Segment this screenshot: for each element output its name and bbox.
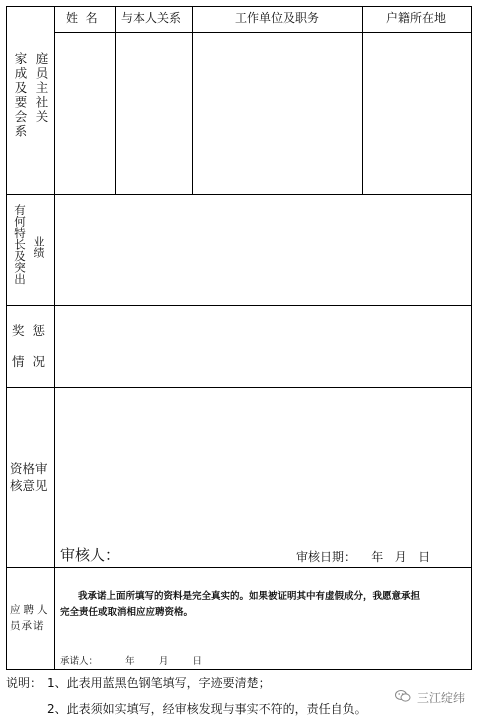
table-top-border — [6, 6, 472, 7]
pledge-text-line2: 完全责任或取消相应应聘资格。 — [60, 607, 194, 618]
award-label-line2: 情 况 — [12, 354, 45, 369]
note-item-1: 1、此表用蓝黑色钢笔填写，字迹要清楚； — [47, 676, 271, 690]
pledge-label-col1: 应聘人 — [10, 604, 51, 616]
header-work: 工作单位及职务 — [235, 11, 320, 25]
talent-label-col2: 业绩 — [32, 236, 45, 258]
family-label-col2: 庭员主社关 — [34, 52, 49, 125]
talent-bottom-border — [6, 305, 472, 306]
header-bottom-border — [54, 32, 472, 33]
table-right-border — [471, 6, 472, 670]
pledge-text-line1: 我承诺上面所填写的资料是完全真实的。如果被证明其中有虚假成分，我愿意承担 — [78, 591, 421, 602]
header-name: 姓 名 — [66, 11, 98, 25]
domicile-column-divider — [362, 6, 363, 195]
reviewer-label: 审核人： — [60, 546, 121, 564]
label-column-divider — [54, 6, 55, 670]
notes-prefix: 说明： — [6, 676, 43, 690]
qual-bottom-border — [6, 567, 472, 568]
family-label-col1: 家成及要会系 — [13, 52, 28, 139]
family-bottom-border — [6, 194, 472, 195]
qual-label-line2: 核意见 — [10, 478, 48, 493]
award-bottom-border — [6, 387, 472, 388]
relation-column-divider — [115, 6, 116, 195]
note-item-2: 2、此表须如实填写，经审核发现与事实不符的，责任自负。 — [47, 702, 367, 716]
watermark-text: 三江绽纬 — [417, 691, 466, 705]
table-bottom-border — [6, 669, 472, 670]
wechat-watermark-icon — [395, 689, 409, 703]
pledge-label-col2: 员承诺 — [10, 620, 45, 632]
qual-label-line1: 资格审 — [10, 461, 48, 476]
work-column-divider — [192, 6, 193, 195]
award-label-line1: 奖 惩 — [12, 323, 45, 338]
header-relation: 与本人关系 — [121, 11, 182, 25]
header-domicile: 户籍所在地 — [386, 11, 447, 25]
pledger-signature-line: 承诺人： 年 月 日 — [60, 656, 202, 667]
table-left-border — [6, 6, 7, 670]
review-date-label: 审核日期： 年 月 日 — [296, 550, 431, 564]
talent-label-col1: 有何特长及突出 — [13, 204, 27, 285]
